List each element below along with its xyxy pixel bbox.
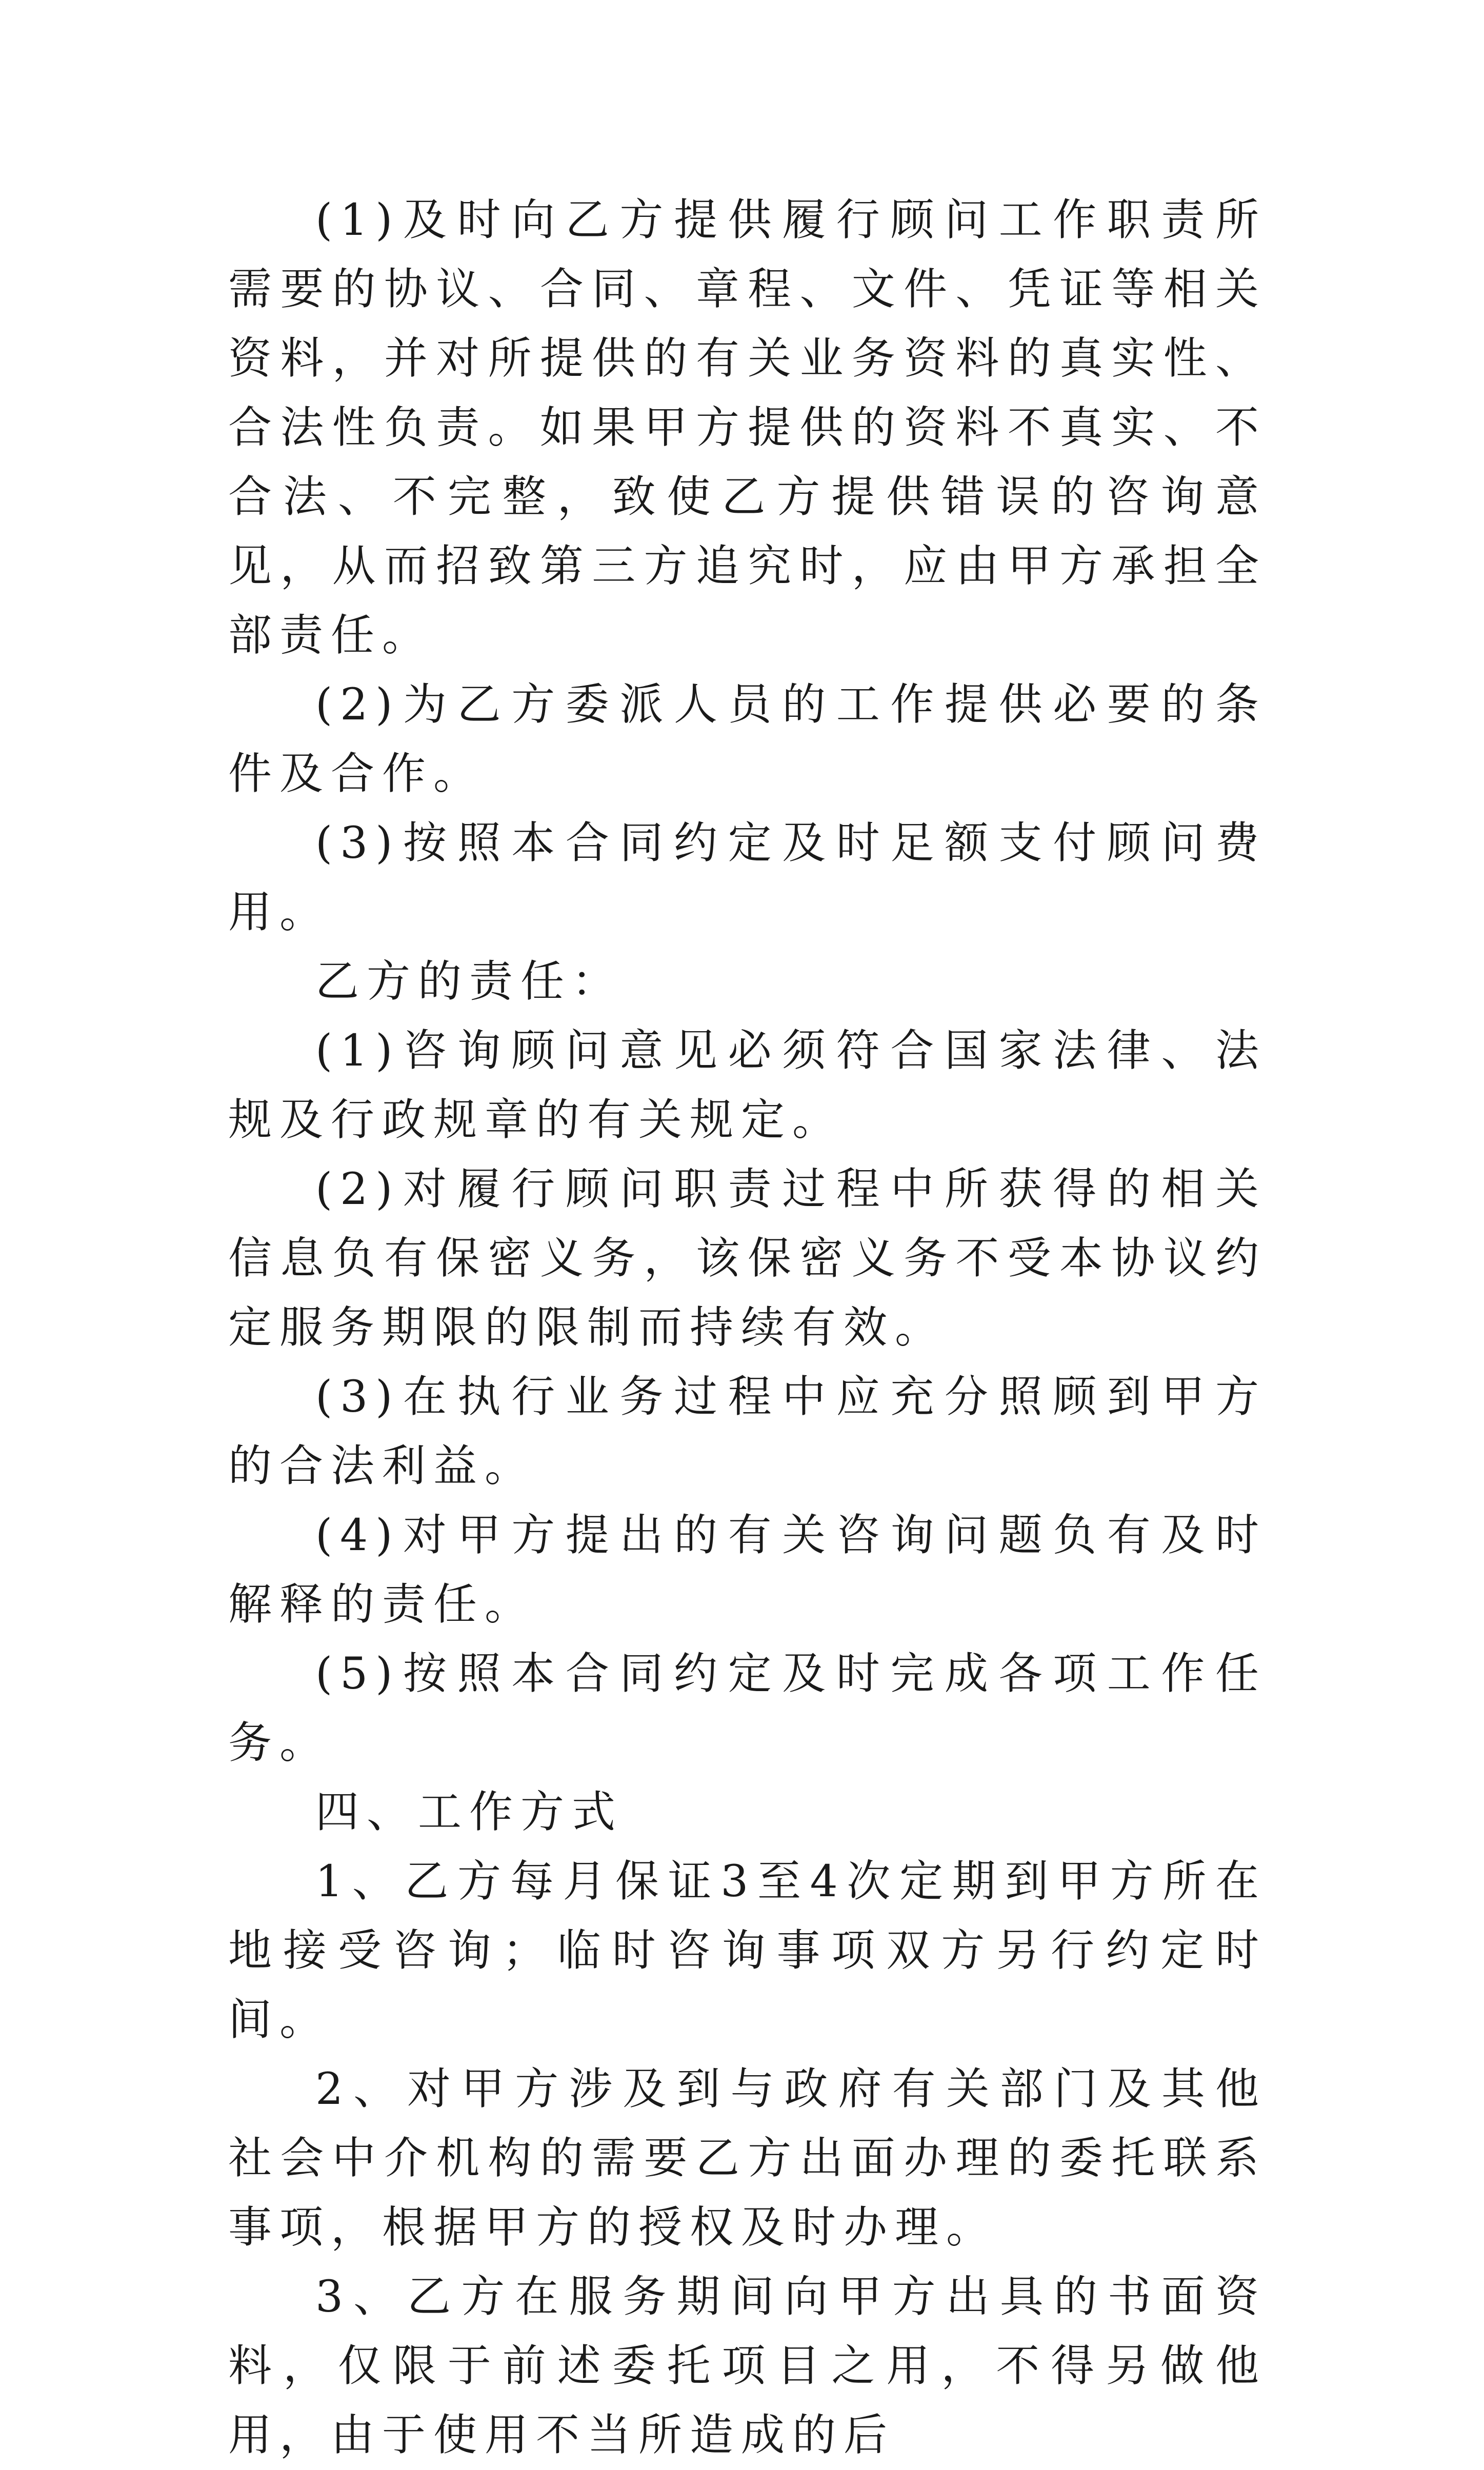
paragraph-party-a-duty-2: (2)为乙方委派人员的工作提供必要的条件及合作。 [228,679,1267,799]
paragraph-party-b-duty-1: (1)咨询顾问意见必须符合国家法律、法规及行政规章的有关规定。 [228,1026,1267,1146]
paragraph-party-b-duty-5: (5)按照本合同约定及时完成各项工作任务。 [228,1649,1267,1769]
paragraph-party-b-duty-3: (3)在执行业务过程中应充分照顾到甲方的合法利益。 [228,1372,1267,1492]
paragraph-work-method-2: 2、对甲方涉及到与政府有关部门及其他社会中介机构的需要乙方出面办理的委托联系事项，根据甲方的授权及时办理。 [228,2064,1267,2253]
paragraph-work-method-3: 3、乙方在服务期间向甲方出具的书面资料，仅限于前述委托项目之用，不得另做他用，由于使用不当所造成的后 [228,2272,1267,2461]
paragraph-party-a-duty-1: (1)及时向乙方提供履行顾问工作职责所需要的协议、合同、章程、文件、凭证等相关资料，并对所提供的有关业务资料的真实性、合法性负责。如果甲方提供的资料不真实、不合法、不完整，致使乙方提供错误的咨询意见，从而招致第三方追究时，应由甲方承担全部责任。 [228,195,1267,661]
paragraph-party-a-duty-3: (3)按照本合同约定及时足额支付顾问费用。 [228,818,1267,938]
paragraph-party-b-duty-2: (2)对履行顾问职责过程中所获得的相关信息负有保密义务，该保密义务不受本协议约定服务期限的限制而持续有效。 [228,1164,1267,1353]
paragraph-work-method-1: 1、乙方每月保证3至4次定期到甲方所在地接受咨询；临时咨询事项双方另行约定时间。 [228,1856,1267,2045]
heading-party-b-responsibilities: 乙方的责任： [315,956,624,1007]
section-heading-work-method: 四、工作方式 [315,1787,624,1838]
paragraph-party-b-duty-4: (4)对甲方提出的有关咨询问题负有及时解释的责任。 [228,1510,1267,1630]
document-body [228,186,1267,2470]
